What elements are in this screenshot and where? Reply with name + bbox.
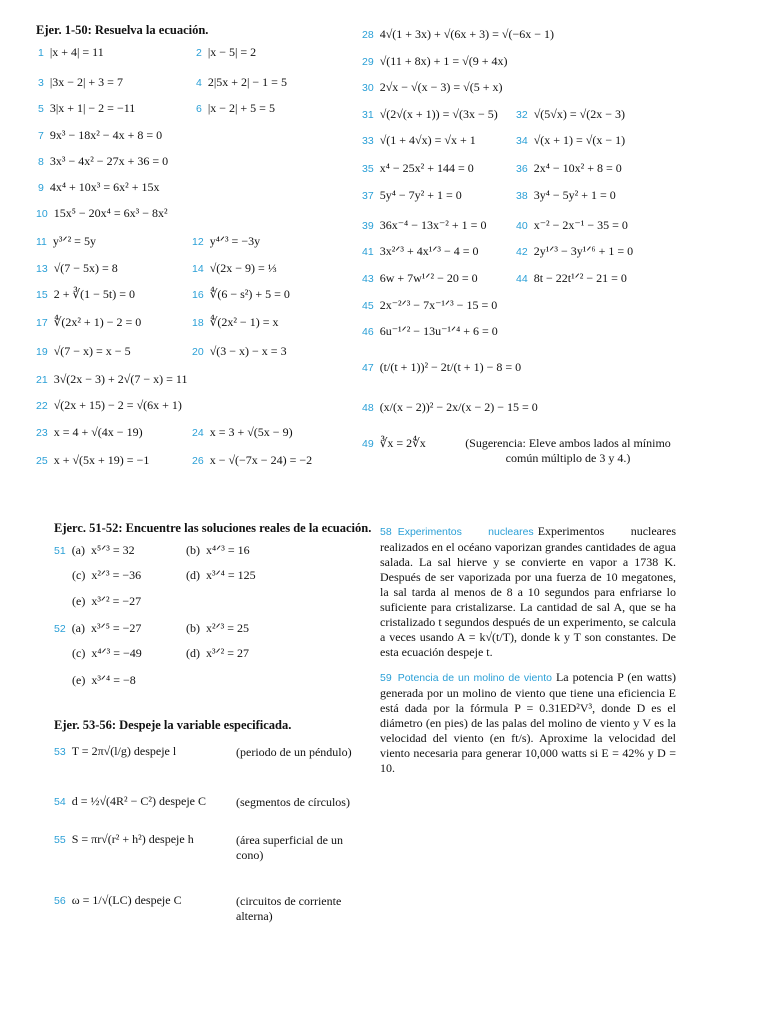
equation-4: 4 2|5x + 2| − 1 = 5	[196, 75, 287, 89]
equation-17: 17 ∜(2x² + 1) − 2 = 0	[36, 315, 142, 329]
equation-22: 22 √(2x + 15) − 2 = √(6x + 1)	[36, 398, 182, 412]
equation-46: 46 6u⁻¹ᐟ² − 13u⁻¹ᐟ⁴ + 6 = 0	[362, 324, 498, 338]
section-header-51-52: Ejerc. 51-52: Encuentre las soluciones reales de la ecuación.	[54, 521, 372, 535]
problem-58-text: Experimentos nucleares realizados en el océano vaporizan grandes cantidades de agua salada. La sal hierve y se convierte en vapor a 1738 K. Después de ser vaporizada por una fuerza de 10 megatones, la sal tarda al menos de 8 a 10 segundos para enfriarse lo suficiente para cristalizarse. La cantidad de sal A, que se ha cristalizado t segundos después de un experimento, se calcula a veces usando A = k√(t/T), donde k y T son constantes. De esta ecuación despeje t.	[380, 524, 676, 659]
equation-10: 10 15x⁵ − 20x⁴ = 6x³ − 8x²	[36, 206, 168, 220]
equation-51a: 51 (a) x⁵ᐟ³ = 32	[54, 543, 135, 557]
section-header-1-50: Ejer. 1-50: Resuelva la ecuación.	[36, 23, 209, 37]
equation-8: 8 3x³ − 4x² − 27x + 36 = 0	[38, 154, 169, 168]
equation-12: 12 y⁴ᐟ³ = −3y	[192, 234, 261, 248]
equation-48: 48 (x/(x − 2))² − 2x/(x − 2) − 15 = 0	[362, 400, 538, 414]
equation-52b: (b) x²ᐟ³ = 25	[186, 621, 250, 635]
equation-31: 31 √(2√(x + 1)) = √(3x − 5)	[362, 107, 498, 121]
equation-41: 41 3x²ᐟ³ + 4x¹ᐟ³ − 4 = 0	[362, 244, 479, 258]
equation-15: 15 2 + ∛(1 − 5t) = 0	[36, 287, 135, 301]
problem-58-title: Experimentos nucleares	[397, 526, 534, 538]
equation-19: 19 √(7 − x) = x − 5	[36, 344, 131, 358]
equation-45: 45 2x⁻²ᐟ³ − 7x⁻¹ᐟ³ − 15 = 0	[362, 298, 498, 312]
note-53: (periodo de un péndulo)	[236, 745, 352, 759]
equation-1: 1 |x + 4| = 11	[38, 45, 104, 59]
equation-51e: (e) x³ᐟ² = −27	[72, 594, 142, 608]
equation-33: 33 √(1 + 4√x) = √x + 1	[362, 133, 476, 147]
equation-55: 55 S = πr√(r² + h²) despeje h	[54, 832, 194, 846]
section-header-53-56: Ejer. 53-56: Despeje la variable especificada.	[54, 718, 292, 732]
equation-52e: (e) x³ᐟ⁴ = −8	[72, 673, 136, 687]
equation-52c: (c) x⁴ᐟ³ = −49	[72, 646, 142, 660]
equation-35: 35 x⁴ − 25x² + 144 = 0	[362, 161, 474, 175]
problem-58-number: 58	[380, 526, 392, 538]
equation-32: 32 √(5√x) = √(2x − 3)	[516, 107, 625, 121]
equation-16: 16 ∜(6 − s²) + 5 = 0	[192, 287, 290, 301]
equation-42: 42 2y¹ᐟ³ − 3y¹ᐟ⁶ + 1 = 0	[516, 244, 634, 258]
equation-43: 43 6w + 7w¹ᐟ² − 20 = 0	[362, 271, 478, 285]
equation-53: 53 T = 2π√(l/g) despeje l	[54, 744, 177, 758]
equation-20: 20 √(3 − x) − x = 3	[192, 344, 287, 358]
equation-25: 25 x + √(5x + 19) = −1	[36, 453, 150, 467]
equation-34: 34 √(x + 1) = √(x − 1)	[516, 133, 626, 147]
problem-58	[380, 524, 676, 660]
equation-37: 37 5y⁴ − 7y² + 1 = 0	[362, 188, 462, 202]
equation-3: 3 |3x − 2| + 3 = 7	[38, 75, 123, 89]
equation-26: 26 x − √(−7x − 24) = −2	[192, 453, 313, 467]
equation-21: 21 3√(2x − 3) + 2√(7 − x) = 11	[36, 372, 188, 386]
problem-59	[380, 670, 676, 776]
equation-54: 54 d = ½√(4R² − C²) despeje C	[54, 794, 206, 808]
equation-11: 11 y³ᐟ² = 5y	[36, 234, 96, 248]
equation-9: 9 4x⁴ + 10x³ = 6x² + 15x	[38, 180, 160, 194]
equation-40: 40 x⁻² − 2x⁻¹ − 35 = 0	[516, 218, 628, 232]
equation-52a: 52 (a) x³ᐟ⁵ = −27	[54, 621, 142, 635]
equation-51b: (b) x⁴ᐟ³ = 16	[186, 543, 250, 557]
equation-29: 29 √(11 + 8x) + 1 = √(9 + 4x)	[362, 54, 508, 68]
equation-38: 38 3y⁴ − 5y² + 1 = 0	[516, 188, 616, 202]
equation-56: 56 ω = 1/√(LC) despeje C	[54, 893, 182, 907]
equation-30: 30 2√x − √(x − 3) = √(5 + x)	[362, 80, 503, 94]
equation-36: 36 2x⁴ − 10x² + 8 = 0	[516, 161, 622, 175]
equation-47: 47 (t/(t + 1))² − 2t/(t + 1) − 8 = 0	[362, 360, 522, 374]
equation-39: 39 36x⁻⁴ − 13x⁻² + 1 = 0	[362, 218, 487, 232]
equation-24: 24 x = 3 + √(5x − 9)	[192, 425, 293, 439]
note-56: (circuitos de corriente alterna)	[236, 894, 342, 923]
sugerencia-note: (Sugerencia: Eleve ambos lados al mínimo común múltiplo de 3 y 4.)	[465, 436, 671, 465]
problem-59-text: La potencia P (en watts) generada por un molino de viento que tiene una eficiencia E está dada por la fórmula P = 0.31ED²V³, donde D es el diámetro (en pies) de las palas del molino de viento y V es la velocidad del viento (en ft/s). Aproxime la velocidad del viento necesaria para generar 10,000 watts si E = 42% y D = 10.	[380, 670, 676, 775]
problem-59-title: Potencia de un molino de viento	[397, 672, 552, 684]
equation-14: 14 √(2x − 9) = ⅓	[192, 261, 277, 275]
note-54: (segmentos de círculos)	[236, 795, 350, 809]
note-55: (área superficial de un cono)	[236, 833, 343, 862]
equation-28: 28 4√(1 + 3x) + √(6x + 3) = √(−6x − 1)	[362, 27, 555, 41]
equation-49: 49 ∛x = 2∜x	[362, 436, 426, 450]
problem-59-number: 59	[380, 672, 392, 684]
equation-7: 7 9x³ − 18x² − 4x + 8 = 0	[38, 128, 163, 142]
equation-18: 18 ∜(2x² − 1) = x	[192, 315, 279, 329]
equation-44: 44 8t − 22t¹ᐟ² − 21 = 0	[516, 271, 627, 285]
equation-51c: (c) x²ᐟ³ = −36	[72, 568, 142, 582]
equation-2: 2 |x − 5| = 2	[196, 45, 257, 59]
equation-5: 5 3|x + 1| − 2 = −11	[38, 101, 136, 115]
equation-52d: (d) x³ᐟ² = 27	[186, 646, 250, 660]
equation-6: 6 |x − 2| + 5 = 5	[196, 101, 275, 115]
equation-51d: (d) x³ᐟ⁴ = 125	[186, 568, 256, 582]
equation-23: 23 x = 4 + √(4x − 19)	[36, 425, 143, 439]
equation-13: 13 √(7 − 5x) = 8	[36, 261, 118, 275]
